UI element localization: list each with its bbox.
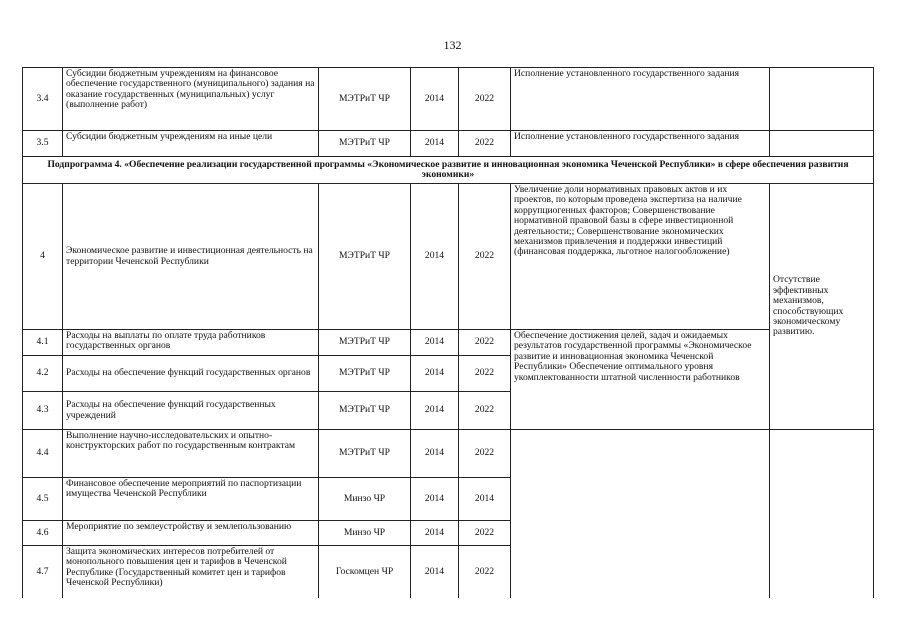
expected-result-empty	[511, 430, 770, 598]
subprogram-title: Подпрограмма 4. «Обеспечение реализации государственной программы «Экономическое развитие и инновационная экономика Чеченской Республики» в сфере обеспечения развития экономики»	[23, 157, 874, 184]
end-year: 2022	[459, 430, 511, 478]
table-row	[23, 330, 874, 356]
executor: МЭТРиТ ЧР	[319, 184, 411, 330]
table-row	[23, 68, 874, 131]
measure-description: Расходы на выплаты по оплате труда работников государственных органов	[63, 330, 319, 356]
page-number: 132	[443, 38, 462, 52]
measure-description: Субсидии бюджетным учреждениям на финансовое обеспечение государственного (муниципального) задания на оказание государственных (муниципальных) услуг (выполнение работ)	[63, 68, 319, 131]
row-number: 4.6	[23, 521, 63, 546]
expected-result: Исполнение установленного государственного задания	[511, 68, 770, 131]
measure-description: Выполнение научно-исследовательских и опытно-конструкторских работ по государственным контрактам	[63, 430, 319, 478]
row-number: 4	[23, 184, 63, 330]
start-year: 2014	[411, 430, 459, 478]
executor: МЭТРиТ ЧР	[319, 68, 411, 131]
table-row	[23, 131, 874, 157]
end-year: 2022	[459, 184, 511, 330]
risk-cell	[770, 131, 874, 157]
measure-description: Экономическое развитие и инвестиционная деятельность на территории Чеченской Республики	[63, 184, 319, 330]
row-number: 3.5	[23, 131, 63, 157]
start-year: 2014	[411, 521, 459, 546]
risk-cell-empty	[770, 430, 874, 598]
executor: МЭТРиТ ЧР	[319, 356, 411, 392]
end-year: 2022	[459, 356, 511, 392]
measure-description: Мероприятие по землеустройству и землепользованию	[63, 521, 319, 546]
row-number: 3.4	[23, 68, 63, 131]
end-year: 2014	[459, 478, 511, 521]
end-year: 2022	[459, 131, 511, 157]
executor: МЭТРиТ ЧР	[319, 392, 411, 430]
executor: Госкомцен ЧР	[319, 546, 411, 598]
measure-description: Расходы на обеспечение функций государственных учреждений	[63, 392, 319, 430]
row-number: 4.1	[23, 330, 63, 356]
executor: МЭТРиТ ЧР	[319, 131, 411, 157]
executor: Минзо ЧР	[319, 478, 411, 521]
risk-cell	[770, 68, 874, 131]
table-row	[23, 430, 874, 478]
executor: МЭТРиТ ЧР	[319, 430, 411, 478]
start-year: 2014	[411, 68, 459, 131]
start-year: 2014	[411, 330, 459, 356]
start-year: 2014	[411, 131, 459, 157]
measure-description: Расходы на обеспечение функций государственных органов	[63, 356, 319, 392]
end-year: 2022	[459, 392, 511, 430]
start-year: 2014	[411, 356, 459, 392]
start-year: 2014	[411, 392, 459, 430]
program-table	[22, 67, 874, 598]
risk-description: Отсутствие эффективных механизмов, способствующих экономическому развитию.	[770, 184, 874, 430]
start-year: 2014	[411, 478, 459, 521]
expected-result: Обеспечение достижения целей, задач и ожидаемых результатов государственной программы «Экономическое развитие и инновационная экономика Чеченской Республики» Обеспечение оптимального уровня укомплектованности штатной численности работников	[511, 330, 770, 430]
measure-description: Субсидии бюджетным учреждениям на иные цели	[63, 131, 319, 157]
row-number: 4.7	[23, 546, 63, 598]
row-number: 4.2	[23, 356, 63, 392]
start-year: 2014	[411, 546, 459, 598]
end-year: 2022	[459, 546, 511, 598]
row-number: 4.3	[23, 392, 63, 430]
measure-description: Защита экономических интересов потребителей от монопольного повышения цен и тарифов в Чеченской Республике (Государственный комитет цен и тарифов Чеченской Республики)	[63, 546, 319, 598]
row-number: 4.4	[23, 430, 63, 478]
start-year: 2014	[411, 184, 459, 330]
measure-description: Финансовое обеспечение мероприятий по паспортизации имущества Чеченской Республики	[63, 478, 319, 521]
table-row	[23, 184, 874, 330]
expected-result: Увеличение доли нормативных правовых актов и их проектов, по которым проведена экспертиза на наличие коррупциогенных факторов; Совершенствование нормативной правовой базы в сфере инвестиционной деятельности;; Совершенствование экономических механизмов привлечения и поддержки инвестиций (финансовая поддержка, льготное налогообложение)	[511, 184, 770, 330]
end-year: 2022	[459, 521, 511, 546]
subprogram-row	[23, 157, 874, 184]
end-year: 2022	[459, 330, 511, 356]
end-year: 2022	[459, 68, 511, 131]
expected-result: Исполнение установленного государственного задания	[511, 131, 770, 157]
row-number: 4.5	[23, 478, 63, 521]
executor: МЭТРиТ ЧР	[319, 330, 411, 356]
executor: Минзо ЧР	[319, 521, 411, 546]
